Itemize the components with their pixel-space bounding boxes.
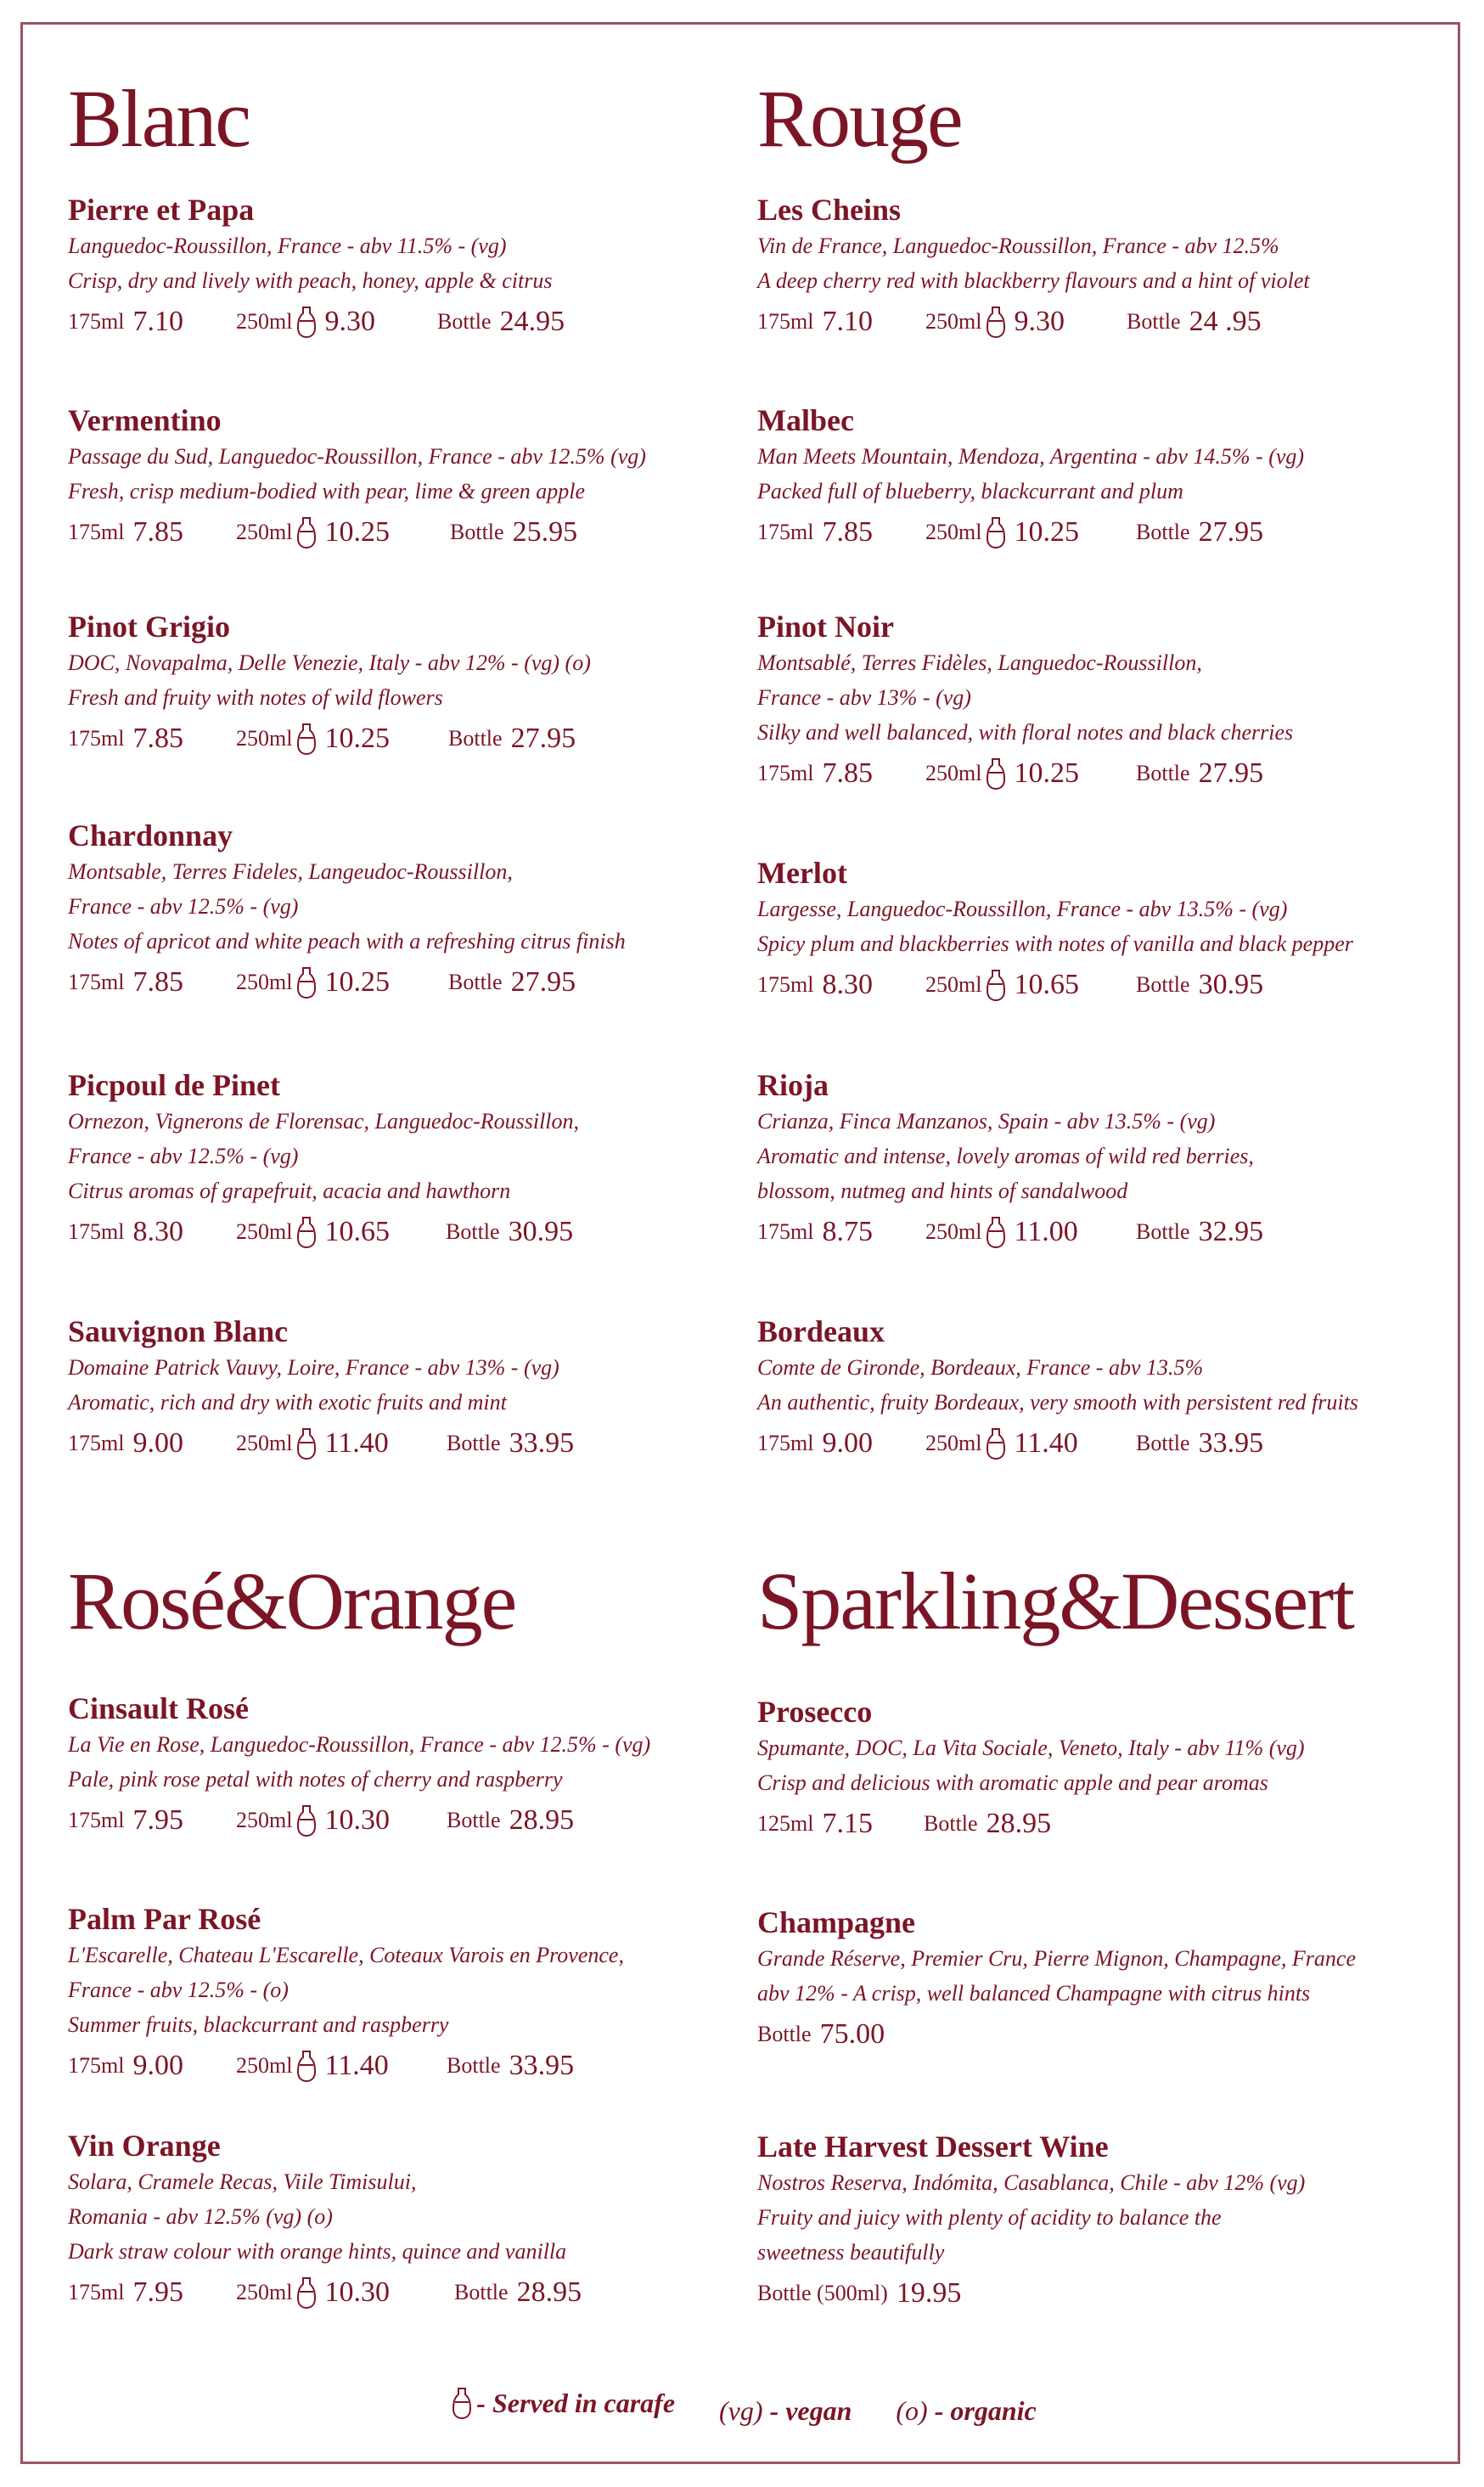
carafe-size-label: 250ml bbox=[236, 309, 293, 334]
glass-size-label: 175ml bbox=[757, 309, 814, 334]
wine-les-cheins bbox=[757, 191, 1436, 344]
wine-description: Dark straw colour with orange hints, quince and vanilla bbox=[68, 2239, 567, 2264]
wine-chardonnay bbox=[68, 817, 713, 1004]
wine-description: Passage du Sud, Languedoc-Roussillon, France - abv 12.5% (vg) bbox=[68, 444, 646, 469]
glass-price bbox=[68, 960, 183, 1004]
section-title-rose-orange: Rosé&Orange bbox=[68, 1556, 516, 1646]
wine-description: Pale, pink rose petal with notes of cherry and raspberry bbox=[68, 1767, 563, 1792]
carafe-size-label: 250ml bbox=[236, 520, 293, 544]
wine-prosecco bbox=[757, 1693, 1436, 1846]
carafe-price bbox=[925, 963, 1079, 1007]
bottle-price-value: 25.95 bbox=[512, 516, 578, 548]
bottle-price bbox=[1136, 1210, 1263, 1254]
wine-name: Late Harvest Dessert Wine bbox=[757, 2130, 1109, 2163]
glass-size-label: 125ml bbox=[757, 1811, 814, 1836]
bottle-price bbox=[446, 1210, 573, 1254]
price-row bbox=[757, 510, 1436, 554]
wine-pinot-grigio bbox=[68, 608, 713, 761]
carafe-price bbox=[925, 510, 1079, 554]
carafe-price bbox=[236, 1798, 390, 1843]
bottle-price-value: 30.95 bbox=[508, 1216, 574, 1247]
carafe-icon bbox=[297, 965, 316, 999]
glass-price bbox=[757, 1802, 873, 1846]
glass-price bbox=[757, 751, 873, 796]
legend bbox=[0, 2386, 1484, 2427]
bottle-price bbox=[450, 510, 577, 554]
glass-size-label: 175ml bbox=[757, 972, 814, 997]
wine-description: Aromatic and intense, lovely aromas of wild red berries, bbox=[757, 1144, 1254, 1168]
bottle-price bbox=[448, 960, 576, 1004]
bottle-price bbox=[448, 717, 576, 761]
glass-price bbox=[757, 300, 873, 344]
carafe-icon bbox=[987, 1426, 1005, 1460]
bottle-label: Bottle bbox=[437, 309, 492, 334]
wine-description: Solara, Cramele Recas, Viile Timisului, bbox=[68, 2169, 417, 2194]
wine-name: Bordeaux bbox=[757, 1314, 885, 1348]
glass-price bbox=[68, 2044, 183, 2088]
carafe-size-label: 250ml bbox=[236, 1808, 293, 1832]
wine-description: Vin de France, Languedoc-Roussillon, France - abv 12.5% bbox=[757, 234, 1279, 258]
bottle-price bbox=[757, 2271, 961, 2315]
bottle-label: Bottle bbox=[450, 520, 504, 544]
wine-description: France - abv 12.5% - (o) bbox=[68, 1978, 289, 2002]
wine-name: Chardonnay bbox=[68, 819, 233, 852]
wine-name: Rioja bbox=[757, 1068, 829, 1102]
wine-description: France - abv 12.5% - (vg) bbox=[68, 1144, 299, 1168]
carafe-icon bbox=[987, 1215, 1005, 1249]
bottle-price-value: 33.95 bbox=[509, 1427, 575, 1459]
wine-name: Vermentino bbox=[68, 403, 222, 437]
legend-vegan-text: - vegan bbox=[769, 2395, 852, 2426]
glass-price bbox=[757, 510, 873, 554]
glass-size-label: 175ml bbox=[68, 726, 125, 751]
wine-bordeaux bbox=[757, 1313, 1436, 1466]
wine-description: Montsablé, Terres Fidèles, Languedoc-Roussillon, bbox=[757, 650, 1202, 675]
bottle-label: Bottle (500ml) bbox=[757, 2281, 888, 2305]
bottle-price-value: 28.95 bbox=[986, 1808, 1052, 1839]
bottle-price bbox=[447, 1421, 574, 1466]
carafe-size-label: 250ml bbox=[925, 972, 982, 997]
bottle-price-value: 19.95 bbox=[896, 2277, 962, 2309]
wine-description: Crianza, Finca Manzanos, Spain - abv 13.5% - (vg) bbox=[757, 1109, 1216, 1134]
carafe-price bbox=[925, 1421, 1078, 1466]
carafe-icon bbox=[297, 305, 316, 339]
bottle-price bbox=[1136, 963, 1263, 1007]
carafe-price bbox=[236, 510, 390, 554]
wine-description: DOC, Novapalma, Delle Venezie, Italy - abv 12% - (vg) (o) bbox=[68, 650, 591, 675]
wine-description: Nostros Reserva, Indómita, Casablanca, Chile - abv 12% (vg) bbox=[757, 2170, 1306, 2195]
legend-carafe-text: - Served in carafe bbox=[476, 2387, 676, 2418]
carafe-size-label: 250ml bbox=[236, 2053, 293, 2078]
bottle-price-value: 27.95 bbox=[510, 723, 576, 754]
glass-price bbox=[68, 1210, 183, 1254]
wine-description: A deep cherry red with blackberry flavours and a hint of violet bbox=[757, 268, 1310, 293]
glass-price-value: 9.00 bbox=[132, 1427, 183, 1459]
bottle-price bbox=[437, 300, 565, 344]
bottle-price bbox=[447, 1798, 574, 1843]
bottle-price bbox=[924, 1802, 1051, 1846]
carafe-icon bbox=[297, 1426, 316, 1460]
glass-price-value: 7.85 bbox=[822, 516, 873, 548]
carafe-icon bbox=[297, 2049, 316, 2083]
carafe-price-value: 10.65 bbox=[324, 1216, 390, 1247]
bottle-price bbox=[1136, 510, 1263, 554]
wine-pinot-noir bbox=[757, 608, 1436, 796]
carafe-price-value: 10.25 bbox=[1014, 757, 1079, 789]
wine-name: Les Cheins bbox=[757, 193, 902, 227]
bottle-label: Bottle bbox=[447, 1431, 501, 1455]
carafe-price bbox=[236, 960, 390, 1004]
bottle-price bbox=[1136, 751, 1263, 796]
carafe-size-label: 250ml bbox=[925, 1219, 982, 1244]
wine-rioja bbox=[757, 1066, 1436, 1254]
glass-price bbox=[68, 717, 183, 761]
carafe-price bbox=[925, 300, 1065, 344]
bottle-price-value: 24.95 bbox=[499, 306, 565, 337]
wine-name: Pinot Grigio bbox=[68, 610, 230, 644]
wine-cinsault-rose bbox=[68, 1690, 713, 1843]
glass-size-label: 175ml bbox=[68, 2053, 125, 2078]
wine-description: France - abv 12.5% - (vg) bbox=[68, 894, 299, 919]
glass-price-value: 7.95 bbox=[132, 2276, 183, 2308]
wine-picpoul-de-pinet bbox=[68, 1066, 713, 1254]
bottle-label: Bottle bbox=[446, 1219, 500, 1244]
section-title-rouge: Rouge bbox=[757, 73, 962, 164]
bottle-label: Bottle bbox=[757, 2022, 812, 2046]
carafe-price bbox=[236, 2044, 389, 2088]
carafe-icon bbox=[297, 2276, 316, 2310]
wine-name: Champagne bbox=[757, 1905, 916, 1939]
glass-price bbox=[68, 300, 183, 344]
bottle-price-value: 27.95 bbox=[510, 966, 576, 998]
glass-size-label: 175ml bbox=[68, 1431, 125, 1455]
wine-description: Crisp, dry and lively with peach, honey, apple & citrus bbox=[68, 268, 553, 293]
price-row bbox=[68, 1421, 713, 1466]
wine-description: Fresh, crisp medium-bodied with pear, lime & green apple bbox=[68, 479, 585, 504]
glass-price-value: 8.30 bbox=[132, 1216, 183, 1247]
carafe-price bbox=[236, 300, 375, 344]
carafe-icon bbox=[987, 515, 1005, 549]
wine-name: Vin Orange bbox=[68, 2129, 221, 2163]
glass-size-label: 175ml bbox=[68, 970, 125, 994]
carafe-price-value: 10.30 bbox=[324, 1804, 390, 1836]
wine-vermentino bbox=[68, 402, 713, 554]
legend-carafe bbox=[447, 2386, 675, 2420]
wine-description: Spicy plum and blackberries with notes of vanilla and black pepper bbox=[757, 931, 1353, 956]
carafe-price-value: 11.40 bbox=[1014, 1427, 1078, 1459]
legend-vegan bbox=[719, 2395, 852, 2427]
glass-price bbox=[68, 1798, 183, 1843]
glass-size-label: 175ml bbox=[68, 309, 125, 334]
legend-organic-text: - organic bbox=[934, 2395, 1037, 2426]
wine-description: Romania - abv 12.5% (vg) (o) bbox=[68, 2204, 333, 2229]
wine-description: Grande Réserve, Premier Cru, Pierre Mignon, Champagne, France bbox=[757, 1946, 1356, 1971]
wine-description: Fruity and juicy with plenty of acidity to balance the bbox=[757, 2205, 1222, 2230]
carafe-price bbox=[236, 2270, 390, 2315]
wine-description: Languedoc-Roussillon, France - abv 11.5% - (vg) bbox=[68, 234, 507, 258]
glass-size-label: 175ml bbox=[68, 2280, 125, 2304]
glass-price-value: 7.85 bbox=[132, 516, 183, 548]
wine-description: La Vie en Rose, Languedoc-Roussillon, France - abv 12.5% - (vg) bbox=[68, 1732, 651, 1757]
wine-merlot bbox=[757, 854, 1436, 1007]
wine-description: Montsable, Terres Fideles, Langeudoc-Roussillon, bbox=[68, 859, 513, 884]
bottle-price-value: 24 .95 bbox=[1189, 306, 1262, 337]
wine-description: sweetness beautifully bbox=[757, 2240, 945, 2265]
wine-description: Aromatic, rich and dry with exotic fruits and mint bbox=[68, 1390, 507, 1415]
glass-price-value: 7.85 bbox=[132, 723, 183, 754]
carafe-size-label: 250ml bbox=[925, 309, 982, 334]
bottle-label: Bottle bbox=[1136, 520, 1190, 544]
glass-price-value: 7.10 bbox=[822, 306, 873, 337]
carafe-size-label: 250ml bbox=[925, 1431, 982, 1455]
price-row bbox=[68, 717, 713, 761]
glass-price bbox=[68, 510, 183, 554]
carafe-size-label: 250ml bbox=[925, 761, 982, 785]
price-row bbox=[757, 2012, 1436, 2057]
glass-price bbox=[757, 1421, 873, 1466]
bottle-label: Bottle bbox=[924, 1811, 978, 1836]
glass-price-value: 7.85 bbox=[822, 757, 873, 789]
wine-description: Domaine Patrick Vauvy, Loire, France - abv 13% - (vg) bbox=[68, 1355, 559, 1380]
bottle-price bbox=[454, 2270, 582, 2315]
carafe-price bbox=[925, 1210, 1078, 1254]
glass-price-value: 8.75 bbox=[822, 1216, 873, 1247]
carafe-icon bbox=[297, 515, 316, 549]
wine-name: Cinsault Rosé bbox=[68, 1691, 250, 1725]
carafe-size-label: 250ml bbox=[236, 726, 293, 751]
wine-late-harvest-dessert bbox=[757, 2128, 1436, 2315]
bottle-price-value: 27.95 bbox=[1198, 516, 1264, 548]
glass-price bbox=[757, 963, 873, 1007]
carafe-price bbox=[925, 751, 1079, 796]
bottle-price bbox=[1127, 300, 1262, 344]
bottle-label: Bottle bbox=[1136, 972, 1190, 997]
bottle-price-value: 27.95 bbox=[1198, 757, 1264, 789]
wine-name: Prosecco bbox=[757, 1695, 873, 1729]
wine-name: Sauvignon Blanc bbox=[68, 1314, 289, 1348]
glass-price bbox=[757, 1210, 873, 1254]
wine-description: Ornezon, Vignerons de Florensac, Languedoc-Roussillon, bbox=[68, 1109, 580, 1134]
bottle-price bbox=[757, 2012, 885, 2057]
glass-price bbox=[68, 1421, 183, 1466]
wine-description: Packed full of blueberry, blackcurrant and plum bbox=[757, 479, 1183, 504]
wine-vin-orange bbox=[68, 2127, 713, 2315]
price-row bbox=[757, 751, 1436, 796]
bottle-label: Bottle bbox=[454, 2280, 509, 2304]
bottle-label: Bottle bbox=[447, 2053, 501, 2078]
bottle-label: Bottle bbox=[1136, 1219, 1190, 1244]
bottle-label: Bottle bbox=[1127, 309, 1181, 334]
carafe-price-value: 10.25 bbox=[324, 966, 390, 998]
price-row bbox=[68, 2044, 713, 2088]
bottle-price-value: 32.95 bbox=[1198, 1216, 1264, 1247]
glass-price-value: 9.00 bbox=[132, 2050, 183, 2081]
bottle-label: Bottle bbox=[448, 726, 503, 751]
carafe-price-value: 11.40 bbox=[324, 1427, 389, 1459]
wine-malbec bbox=[757, 402, 1436, 554]
price-row bbox=[757, 2271, 1436, 2315]
glass-price-value: 7.10 bbox=[132, 306, 183, 337]
price-row bbox=[68, 960, 713, 1004]
carafe-size-label: 250ml bbox=[236, 2280, 293, 2304]
price-row bbox=[68, 1210, 713, 1254]
glass-size-label: 175ml bbox=[68, 1808, 125, 1832]
wine-champagne bbox=[757, 1904, 1436, 2057]
bottle-price bbox=[1136, 1421, 1263, 1466]
wine-description: Summer fruits, blackcurrant and raspberry bbox=[68, 2012, 449, 2037]
wine-description: blossom, nutmeg and hints of sandalwood bbox=[757, 1179, 1128, 1203]
price-row bbox=[757, 1802, 1436, 1846]
bottle-label: Bottle bbox=[447, 1808, 501, 1832]
wine-sauvignon-blanc bbox=[68, 1313, 713, 1466]
carafe-size-label: 250ml bbox=[236, 1219, 293, 1244]
legend-vegan-code: (vg) bbox=[719, 2395, 763, 2426]
carafe-size-label: 250ml bbox=[236, 1431, 293, 1455]
carafe-price-value: 11.40 bbox=[324, 2050, 389, 2081]
carafe-icon bbox=[987, 305, 1005, 339]
wine-name: Merlot bbox=[757, 856, 847, 890]
carafe-price-value: 11.00 bbox=[1014, 1216, 1078, 1247]
legend-organic-code: (o) bbox=[896, 2395, 928, 2426]
carafe-price bbox=[236, 1210, 390, 1254]
carafe-price bbox=[236, 1421, 389, 1466]
carafe-icon bbox=[987, 757, 1005, 791]
glass-price-value: 8.30 bbox=[822, 969, 873, 1000]
glass-size-label: 175ml bbox=[757, 1219, 814, 1244]
price-row bbox=[68, 510, 713, 554]
glass-size-label: 175ml bbox=[757, 520, 814, 544]
wine-description: Man Meets Mountain, Mendoza, Argentina - abv 14.5% - (vg) bbox=[757, 444, 1305, 469]
bottle-price-value: 33.95 bbox=[1198, 1427, 1264, 1459]
glass-price-value: 7.95 bbox=[132, 1804, 183, 1836]
carafe-size-label: 250ml bbox=[236, 970, 293, 994]
wine-description: abv 12% - A crisp, well balanced Champagne with citrus hints bbox=[757, 1981, 1311, 2006]
section-title-sparkling-dessert: Sparkling&Dessert bbox=[757, 1556, 1353, 1646]
wine-name: Pinot Noir bbox=[757, 610, 894, 644]
carafe-price-value: 9.30 bbox=[1014, 306, 1065, 337]
price-row bbox=[757, 300, 1436, 344]
carafe-price-value: 10.25 bbox=[324, 723, 390, 754]
carafe-size-label: 250ml bbox=[925, 520, 982, 544]
wine-description: Silky and well balanced, with floral notes and black cherries bbox=[757, 720, 1294, 745]
bottle-price-value: 28.95 bbox=[509, 1804, 575, 1836]
carafe-price-value: 9.30 bbox=[324, 306, 375, 337]
wine-name: Picpoul de Pinet bbox=[68, 1068, 280, 1102]
bottle-label: Bottle bbox=[1136, 1431, 1190, 1455]
carafe-icon bbox=[453, 2386, 471, 2420]
bottle-price-value: 33.95 bbox=[509, 2050, 575, 2081]
price-row bbox=[68, 2270, 713, 2315]
carafe-icon bbox=[987, 968, 1005, 1002]
bottle-label: Bottle bbox=[1136, 761, 1190, 785]
bottle-price-value: 75.00 bbox=[819, 2018, 885, 2050]
carafe-price bbox=[236, 717, 390, 761]
wine-palm-par-rose bbox=[68, 1900, 713, 2088]
carafe-price-value: 10.25 bbox=[1014, 516, 1079, 548]
section-title-blanc: Blanc bbox=[68, 73, 250, 164]
wine-description: Spumante, DOC, La Vita Sociale, Veneto, Italy - abv 11% (vg) bbox=[757, 1736, 1305, 1760]
price-row bbox=[757, 1210, 1436, 1254]
glass-size-label: 175ml bbox=[68, 1219, 125, 1244]
carafe-price-value: 10.30 bbox=[324, 2276, 390, 2308]
price-row bbox=[68, 300, 713, 344]
glass-price-value: 9.00 bbox=[822, 1427, 873, 1459]
price-row bbox=[68, 1798, 713, 1843]
wine-description: L'Escarelle, Chateau L'Escarelle, Coteaux Varois en Provence, bbox=[68, 1943, 624, 1967]
carafe-icon bbox=[297, 722, 316, 756]
glass-size-label: 175ml bbox=[757, 1431, 814, 1455]
wine-pierre-et-papa bbox=[68, 191, 713, 344]
price-row bbox=[757, 1421, 1436, 1466]
wine-description: Largesse, Languedoc-Roussillon, France - abv 13.5% - (vg) bbox=[757, 897, 1288, 921]
carafe-icon bbox=[297, 1215, 316, 1249]
price-row bbox=[757, 963, 1436, 1007]
wine-description: Citrus aromas of grapefruit, acacia and hawthorn bbox=[68, 1179, 511, 1203]
wine-description: Comte de Gironde, Bordeaux, France - abv 13.5% bbox=[757, 1355, 1204, 1380]
carafe-price-value: 10.25 bbox=[324, 516, 390, 548]
glass-price-value: 7.85 bbox=[132, 966, 183, 998]
glass-size-label: 175ml bbox=[757, 761, 814, 785]
carafe-icon bbox=[297, 1803, 316, 1837]
bottle-price-value: 30.95 bbox=[1198, 969, 1264, 1000]
wine-description: An authentic, fruity Bordeaux, very smooth with persistent red fruits bbox=[757, 1390, 1358, 1415]
wine-description: Notes of apricot and white peach with a refreshing citrus finish bbox=[68, 929, 626, 954]
wine-name: Palm Par Rosé bbox=[68, 1902, 261, 1936]
wine-name: Malbec bbox=[757, 403, 854, 437]
bottle-price bbox=[447, 2044, 574, 2088]
glass-price bbox=[68, 2270, 183, 2315]
glass-size-label: 175ml bbox=[68, 520, 125, 544]
bottle-label: Bottle bbox=[448, 970, 503, 994]
legend-organic bbox=[896, 2395, 1036, 2427]
carafe-price-value: 10.65 bbox=[1014, 969, 1079, 1000]
glass-price-value: 7.15 bbox=[822, 1808, 873, 1839]
bottle-price-value: 28.95 bbox=[516, 2276, 582, 2308]
wine-description: France - abv 13% - (vg) bbox=[757, 685, 971, 710]
wine-description: Fresh and fruity with notes of wild flowers bbox=[68, 685, 443, 710]
wine-description: Crisp and delicious with aromatic apple and pear aromas bbox=[757, 1770, 1268, 1795]
wine-name: Pierre et Papa bbox=[68, 193, 255, 227]
